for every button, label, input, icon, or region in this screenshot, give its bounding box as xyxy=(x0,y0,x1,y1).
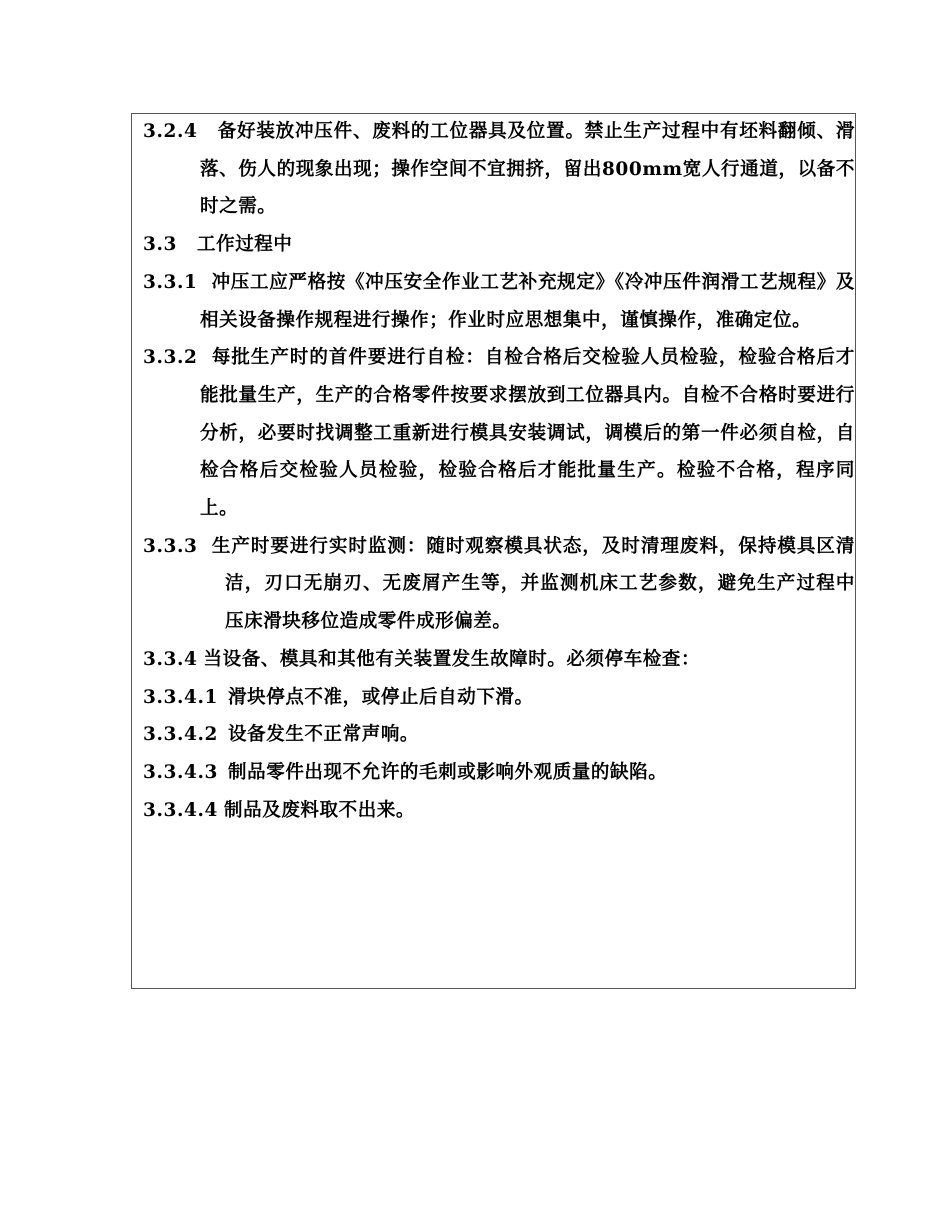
clause-3-3-1 xyxy=(143,264,855,339)
clause-number: 3.3 xyxy=(143,234,177,256)
clause-text: 生产时要进行实时监测：随时观察模具状态，及时清理废料，保持模具区清洁，刃口无崩刃、无废屑产生等，并监测机床工艺参数，避免生产过程中压床滑块移位造成零件成形偏差。 xyxy=(211,535,855,633)
clause-text: 备好装放冲压件、废料的工位器具及位置。禁止生产过程中有坯料翻倾、滑落、伤人的现象出现；操作空间不宜拥挤，留出800mm宽人行通道，以备不时之需。 xyxy=(200,121,855,218)
clause-3-3 xyxy=(143,226,855,264)
clause-text: 设备发生不正常声响。 xyxy=(228,724,420,746)
clause-number: 3.2.4 xyxy=(143,121,198,142)
clause-3-3-3 xyxy=(143,528,855,641)
clause-text: 每批生产时的首件要进行自检：自检合格后交检验人员检验，检验合格后才能批量生产，生产的合格零件按要求摆放到工位器具内。自检不合格时要进行分析，必要时找调整工重新进行模具安装调试，调模后的第一件必须自检，自检合格后交检验人员检验，检验合格后才能批量生产。检验不合格，程序同上。 xyxy=(200,347,855,520)
clause-number: 3.3.4.3 xyxy=(143,761,219,783)
clause-text: 制品及废料取不出来。 xyxy=(224,799,416,821)
clause-text: 制品零件出现不允许的毛刺或影响外观质量的缺陷。 xyxy=(228,761,668,783)
clause-3-2-4 xyxy=(143,113,855,226)
clause-3-3-4-2 xyxy=(143,716,855,754)
clause-text: 冲压工应严格按《冲压安全作业工艺补充规定》《冷冲压件润滑工艺规程》及相关设备操作规程进行操作；作业时应思想集中，谨慎操作，准确定位。 xyxy=(200,271,855,331)
clause-3-3-2 xyxy=(143,339,855,528)
clause-number: 3.3.4.4 xyxy=(143,799,219,821)
document-body xyxy=(143,113,855,829)
clause-number: 3.3.2 xyxy=(143,347,198,369)
clause-number: 3.3.4 xyxy=(143,648,198,670)
clause-number: 3.3.4.2 xyxy=(143,724,219,746)
clause-3-3-4 xyxy=(143,641,855,679)
clause-number: 3.3.1 xyxy=(143,271,198,293)
clause-text: 滑块停点不准，或停止后自动下滑。 xyxy=(228,686,534,708)
clause-text: 当设备、模具和其他有关装置发生故障时。必须停车检查： xyxy=(203,648,701,670)
clause-3-3-4-4 xyxy=(143,792,855,830)
clause-3-3-4-1 xyxy=(143,679,855,717)
clause-text: 工作过程中 xyxy=(197,234,293,256)
clause-number: 3.3.3 xyxy=(143,535,198,557)
clause-3-3-4-3 xyxy=(143,754,855,792)
clause-number: 3.3.4.1 xyxy=(143,686,219,708)
